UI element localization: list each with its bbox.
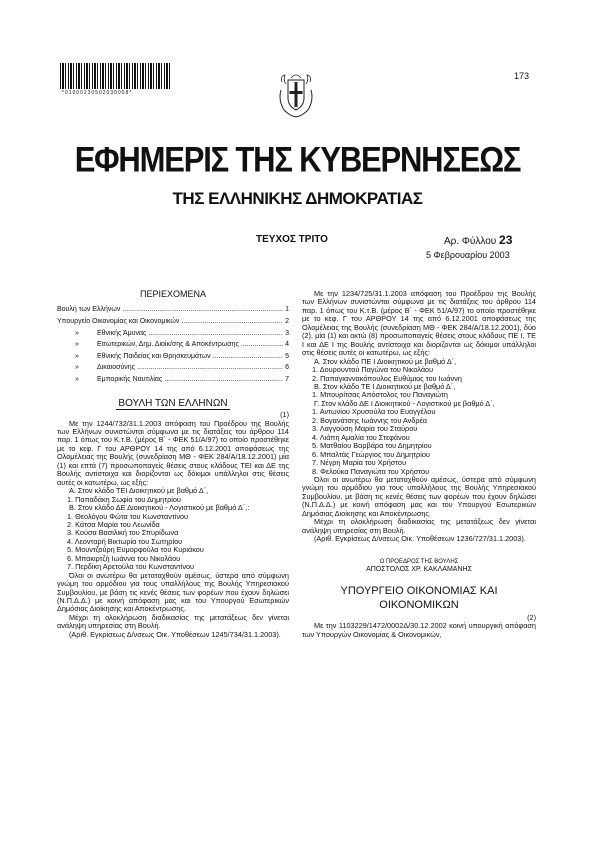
category-heading: Β. Στον κλάδο ΤΕ Ι Διοικητικού με βαθμό Δ΄,	[314, 381, 456, 391]
page-number: 173	[514, 71, 530, 81]
category-heading: Α. Στον κλάδο ΠΕ Ι Διοικητικού με βαθμό Δ΄,	[314, 356, 457, 366]
toc-entry[interactable]: » Δικαιοσύνης ..... 6	[57, 362, 289, 374]
list-item: 3. Λαγγούση Μαρία του Σταύρου	[312, 424, 418, 434]
list-item: 6. Μπαλτάς Γεώργιος του Δημητρίου	[312, 449, 430, 459]
section-heading: ΒΟΥΛΗ ΤΩΝ ΕΛΛΗΝΩΝ	[118, 397, 228, 409]
sheet-label: Αρ. Φύλλου	[444, 236, 497, 247]
list-item: 3. Κούσα Βασιλική του Σπυρίδωνα	[67, 528, 179, 538]
list-item: 4. Λιάπη Αμαλία του Στεφάνου	[312, 432, 410, 442]
sheet-number	[444, 233, 512, 247]
list-item: 1. Δουρουντού Παγώνα του Νικολάου	[312, 365, 434, 375]
paragraph: Όλοι οι ανωτέρω θα μεταταχθούν αμέσως, ύστερα από σύμφωνη γνώμη του αρμόδιου για τους υπαλλήλους της Βουλής Υπηρεσιακού Συμβουλίου, με βάση τις κενές θέσεις των φορέων που έχουν δηλώσει (Ν.Π.Δ.Δ.) με κοινή απόφαση μας και του Υπουργού Εσωτερικών Δημόσιας Διοίκησης και Αποκέντρωσης.	[57, 570, 289, 614]
paragraph: Με την 1103229/1472/0002Δ/30.12.2002 κοινή υπουργική απόφαση των Υπουργών Οικονομίας & Οικονομικών,	[302, 621, 536, 639]
list-item: 1. Θεολόγου Φώτα του Κωνσταντίνου	[67, 511, 189, 521]
right-column	[302, 290, 536, 639]
list-item: 7. Περδίκη Αρετούλα του Κωνσταντίνου	[67, 562, 195, 572]
list-item: 1. Μπουρίτσας Απόστολος του Παναγιώτη	[312, 390, 448, 400]
signature-name: ΑΠΟΣΤΟΛΟΣ ΧΡ. ΚΑΚΛΑΜΑΝΗΣ	[366, 565, 472, 573]
toc-list	[57, 304, 289, 385]
list-item: 2. Βογανάτσης Ιωάννης του Ανδρέα	[312, 415, 428, 425]
approval-note: (Αριθ. Εγκρίσεως Δ/νσεως Οικ. Υποθέσεων 1236/727/31.1.2003).	[314, 534, 526, 544]
signature-title: Ο ΠΡΟΕΔΡΟΣ ΤΗΣ ΒΟΥΛΗΣ	[379, 558, 459, 565]
approval-note: (Αριθ. Εγκρίσεως Δ/νσεως Οικ. Υποθέσεων 1245/734/31.1.2003).	[69, 629, 281, 639]
list-item: 2. Κάτσα Μαρία του Λεωνίδα	[67, 519, 160, 529]
toc-entry[interactable]: Υπουργείο Οικονομίας και Οικονομικών ..... 2	[57, 316, 289, 328]
paragraph: Μέχρι τη ολοκλήρωση διαδικασίας της μετατάξεως δεν γίνεται ανάληψη υπηρεσίας στη Βουλή.	[302, 517, 536, 535]
sheet-number-value: 23	[499, 233, 513, 247]
gazette-subtitle: ΤΗΣ ΕΛΛΗΝΙΚΗΣ ΔΗΜΟΚΡΑΤΙΑΣ	[172, 189, 423, 208]
list-item: 5. Μουντζούρη Ευμορφούλα του Κυριάκου	[67, 545, 204, 555]
category-heading: Γ. Στον κλάδο ΔΕ Ι Διοικητικού - Λογιστικού με βαθμό Δ΄,	[314, 398, 495, 408]
issue-date: 5 Φεβρουαρίου 2003	[426, 250, 510, 260]
decision-number: (1)	[280, 410, 289, 420]
paragraph: Μέχρι τη ολοκλήρωση διαδικασίας της μετατάξεως δεν γίνεται ανάληψη υπηρεσίας στη Βουλή.	[57, 612, 289, 631]
decision-number: (2)	[527, 612, 536, 622]
category-heading: Β. Στον κλάδο ΔΕ Διοικητικού - Λογιστικού με βαθμό Δ΄,:	[69, 503, 250, 513]
gazette-title: ΕΦΗΜΕΡΙΣ ΤΗΣ ΚΥΒΕΡΝΗΣΕΩΣ	[74, 139, 521, 180]
list-item: 8. Φελούκα Παναγιώτα του Χρήστου	[312, 466, 430, 476]
decision-intro: Με την 1244/732/31.1.2003 απόφαση του Προέδρου της Βουλής των Ελλήνων συνιστώνται σύμφωνα με τις διατάξεις του άρθρου 114 παρ. 1 όπως του Κ.τ.Β. (μέρος Β΄ - ΦΕΚ 51/Α/97) το οποίο προστέθηκε με το κεφ. Γ του ΑΡΘΡΟΥ 14 της από 6.12.2001 αποφάσεως της Ολομέλειας της Βουλής (συνεδρίαση ΜΘ - ΦΕΚ 284/Α/18.12.2001) μία (1) και επτά (7) προσωποπαγείς θέσεις στους κλάδους ΤΕΙ και ΔΕ της Βουλής αντίστοιχα και διορίζονται ως δόκιμοι υπάλληλοι στις θέσεις αυτές οι κατωτέρω, ως εξής:	[57, 418, 289, 487]
list-item: 5. Ματθαίου Βαρβάρα του Δημητρίου	[312, 441, 432, 451]
list-item: 6. Μπακιρτζή Ιωάννα του Νικολάου	[67, 553, 181, 563]
paragraph: Όλοι οι ανωτέρω θα μεταταχθούν αμέσως, ύστερα από σύμφωνη γνώμη του αρμόδιου για τους υπαλλήλους της Βουλής Υπηρεσιακού Συμβουλίου, με βάση τις κενές θέσεις των φορέων που έχουν δηλώσει (Ν.Π.Δ.Δ.) με κοινή απόφαση μας και του Υπουργού Εσωτερικών Δημόσιας Διοίκησης και Αποκέντρωσης.	[302, 474, 536, 518]
barcode	[60, 63, 170, 89]
toc-entry[interactable]: » Εθνικής Άμυνας ..... 3	[57, 328, 289, 340]
issue-label: ΤΕΥΧΟΣ ΤΡΙΤΟ	[256, 234, 328, 245]
left-column	[57, 290, 289, 639]
section-heading: ΥΠΟΥΡΓΕΙΟ ΟΙΚΟΝΟΜΙΑΣ ΚΑΙ ΟΙΚΟΝΟΜΙΚΩΝ	[340, 584, 498, 611]
list-item: 4. Λεονταρή Βικτωρία του Σωτηρίου	[67, 536, 183, 546]
list-item: 1. Παπαδάκη Σωφία του Δημητρίου	[67, 494, 181, 504]
toc-heading: ΠΕΡΙΕΧΟΜΕΝΑ	[139, 289, 206, 299]
list-item: 2. Παπαγιαννακόπουλος Ευθύμιος του Ιωάννη	[312, 373, 462, 383]
greek-coat-of-arms-icon	[278, 72, 314, 118]
toc-entry[interactable]: » Εσωτερικών, Δημ. Διοίκ/σης & Αποκέντρωσης ..... 4	[57, 339, 289, 351]
decision-intro: Με την 1234/725/31.1.2003 απόφαση του Προέδρου της Βουλής των Ελλήνων συνιστώνται σύμφωνα με τις διατάξεις του άρθρου 114 παρ. 1 όπως του Κ.τ.Β. (μέρος Β΄ - ΦΕΚ 51/Α/97) το οποίο προστέθηκε με το κεφ. Γ του ΑΡΘΡΟΥ 14 της από 6.12.2001 αποφάσεως της Ολομέλειας της Βουλής (συνεδρίαση ΜΘ - ΦΕΚ 284/Α/18.12.2001), δύο (2), μία (1) και οκτώ (8) προσωποπαγείς θέσεις στους κλάδους ΠΕ Ι, ΤΕ Ι και ΔΕ Ι της Βουλής αντίστοιχα και διορίζονται ως δόκιμοι υπάλληλοι στις θέσεις αυτές οι κατωτέρω, ως εξής:	[302, 289, 536, 358]
list-item: 7. Νέγρη Μαρία του Χρήστου	[312, 458, 407, 468]
toc-entry[interactable]: » Εμπορικής Ναυτιλίας ..... 7	[57, 374, 289, 386]
barcode-number: *01000230502030008*	[62, 90, 133, 96]
category-heading: Α. Στον κλάδο ΤΕΙ Διοικητικού με βαθμό Δ΄,	[69, 486, 209, 496]
toc-entry[interactable]: Βουλή των Ελλήνων ..... 1	[57, 304, 289, 316]
list-item: 1. Αντωνίου Χρυσούλα του Ευαγγέλου	[312, 407, 436, 417]
toc-entry[interactable]: » Εθνικής Παιδείας και Θρησκευμάτων ..... 5	[57, 351, 289, 363]
